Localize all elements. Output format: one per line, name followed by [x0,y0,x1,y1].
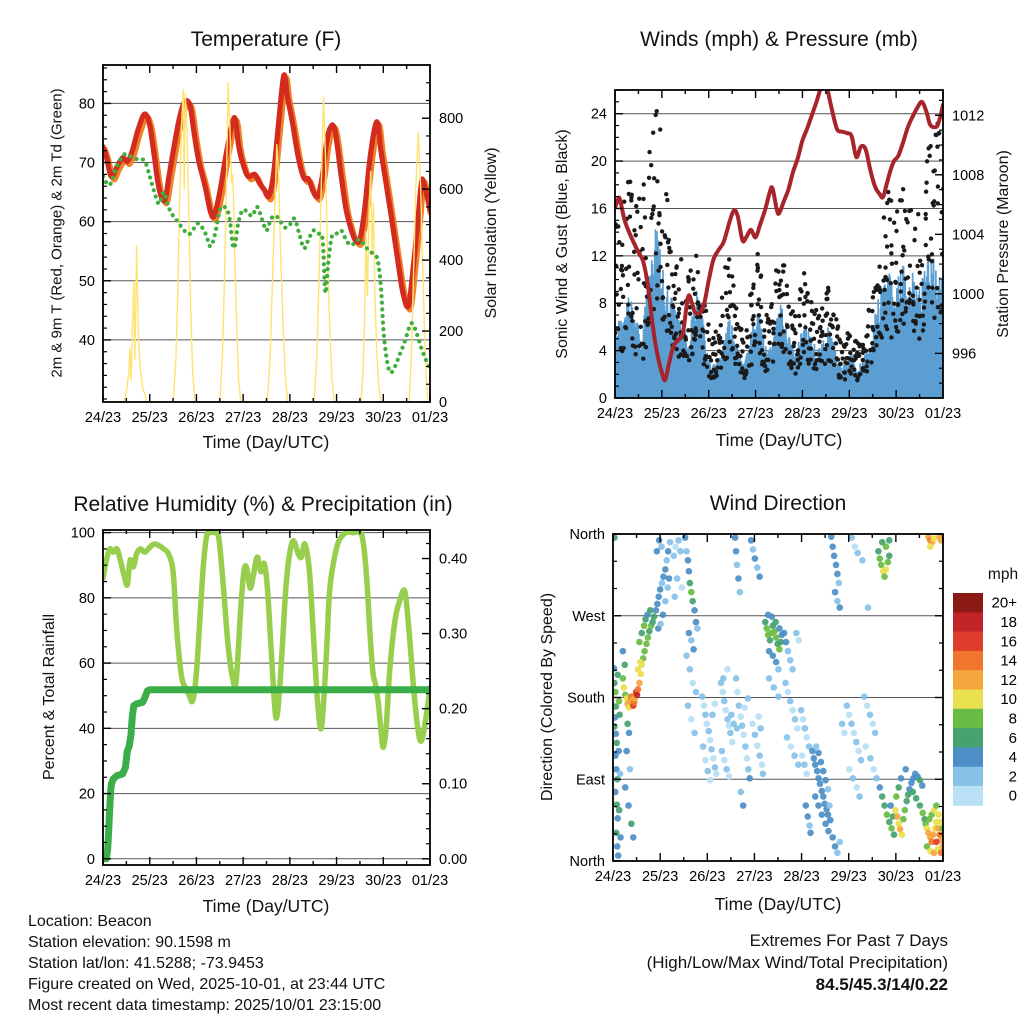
svg-text:28/23: 28/23 [271,410,309,426]
recent-data-timestamp: Most recent data timestamp: 2025/10/01 23:15:00 [28,997,382,1014]
svg-text:16: 16 [590,201,607,218]
svg-text:28/23: 28/23 [271,873,309,889]
svg-text:0: 0 [86,851,95,868]
svg-text:01/23: 01/23 [924,869,962,885]
svg-text:0.10: 0.10 [439,776,468,793]
svg-text:1000: 1000 [952,286,985,303]
svg-text:25/23: 25/23 [131,410,168,426]
wind-y-axis-label: Sonic Wind & Gust (Blue, Black) [554,129,571,359]
svg-text:01/23: 01/23 [411,873,449,889]
svg-text:10: 10 [1000,691,1017,709]
svg-text:996: 996 [952,346,977,363]
station-location: Location: Beacon [28,913,152,930]
svg-text:East: East [575,772,605,789]
direction-y-axis-label: Direction (Colored By Speed) [539,592,556,802]
svg-text:20: 20 [78,786,95,803]
svg-text:18: 18 [1000,613,1017,631]
svg-text:12: 12 [1000,671,1017,689]
svg-text:70: 70 [78,155,95,172]
svg-text:27/23: 27/23 [737,406,774,422]
svg-text:800: 800 [439,111,464,128]
svg-text:4: 4 [598,343,607,360]
svg-text:400: 400 [439,253,464,270]
svg-text:28/23: 28/23 [783,869,820,885]
svg-text:16: 16 [1000,633,1017,651]
svg-text:30/23: 30/23 [365,410,402,426]
svg-text:29/23: 29/23 [831,406,868,422]
extremes-subtitle: (High/Low/Max Wind/Total Precipitation) [646,953,948,972]
svg-text:North: North [569,854,605,870]
svg-text:1008: 1008 [952,167,985,184]
svg-text:27/23: 27/23 [736,869,773,885]
wind-direction-chart-title: Wind Direction [709,492,847,515]
extremes-values: 84.5/45.3/14/0.22 [815,975,948,994]
svg-text:28/23: 28/23 [784,406,821,422]
svg-text:20+: 20+ [991,594,1017,612]
svg-text:29/23: 29/23 [830,869,867,885]
svg-text:50: 50 [78,273,95,290]
svg-text:30/23: 30/23 [365,873,402,889]
svg-text:1012: 1012 [952,108,985,125]
svg-text:0.30: 0.30 [439,626,468,643]
svg-text:26/23: 26/23 [178,410,215,426]
svg-text:1004: 1004 [952,227,985,244]
svg-text:14: 14 [1000,652,1017,670]
winds-x-axis-label: Time (Day/UTC) [715,430,843,450]
svg-text:West: West [572,608,605,625]
extremes-title: Extremes For Past 7 Days [749,931,948,950]
svg-text:600: 600 [439,182,464,199]
svg-text:80: 80 [78,96,95,113]
station-latlon: Station lat/lon: 41.5288; -73.9453 [28,955,264,972]
svg-text:80: 80 [78,590,95,607]
svg-text:0: 0 [439,395,448,411]
colorbar-unit-label: mph [987,566,1019,583]
svg-text:0: 0 [1008,787,1017,805]
svg-text:29/23: 29/23 [318,410,355,426]
svg-text:01/23: 01/23 [924,406,962,422]
svg-text:20: 20 [590,154,607,171]
svg-text:0.20: 0.20 [439,701,468,718]
station-elevation: Station elevation: 90.1598 m [28,934,231,951]
svg-text:25/23: 25/23 [641,869,679,885]
humidity-y-axis-label: Percent & Total Rainfall [41,613,58,781]
svg-text:4: 4 [1008,749,1017,767]
svg-text:24/23: 24/23 [84,410,122,426]
svg-text:40: 40 [78,332,95,349]
svg-text:25/23: 25/23 [643,406,681,422]
svg-text:30/23: 30/23 [877,406,915,422]
svg-text:0: 0 [598,391,607,407]
svg-text:8: 8 [1008,710,1017,728]
svg-text:2: 2 [1008,768,1017,786]
svg-text:8: 8 [598,296,607,313]
direction-x-axis-label: Time (Day/UTC) [714,894,842,914]
temp-y-axis-label: 2m & 9m T (Red, Orange) & 2m Td (Green) [48,88,66,378]
svg-text:30/23: 30/23 [877,869,915,885]
figure-created-timestamp: Figure created on Wed, 2025-10-01, at 23:44 UTC [28,976,386,993]
svg-text:0.00: 0.00 [439,851,468,868]
svg-text:60: 60 [78,214,95,231]
svg-text:26/23: 26/23 [178,873,215,889]
extremes-block [647,930,948,996]
svg-text:26/23: 26/23 [689,869,726,885]
svg-text:100: 100 [70,525,95,542]
svg-text:200: 200 [439,324,464,341]
svg-text:25/23: 25/23 [131,873,168,889]
svg-text:27/23: 27/23 [224,410,262,426]
svg-text:South: South [567,690,605,707]
humidity-precip-chart-title: Relative Humidity (%) & Precipitation (in) [73,493,453,516]
humidity-x-axis-label: Time (Day/UTC) [202,896,330,916]
svg-text:0.40: 0.40 [439,551,468,568]
svg-text:29/23: 29/23 [318,873,355,889]
svg-text:12: 12 [590,248,607,265]
solar-y-axis-label: Solar Insolation (Yellow) [483,147,500,319]
svg-text:26/23: 26/23 [690,406,727,422]
svg-text:24: 24 [590,106,607,123]
station-info-block [28,911,385,1016]
svg-text:40: 40 [78,721,95,738]
svg-text:24/23: 24/23 [84,873,122,889]
svg-text:24/23: 24/23 [596,406,634,422]
pressure-y-axis-label: Station Pressure (Maroon) [995,150,1012,338]
temperature-chart-title: Temperature (F) [190,28,342,51]
temp-x-axis-label: Time (Day/UTC) [202,432,330,452]
svg-text:24/23: 24/23 [594,869,632,885]
svg-text:27/23: 27/23 [224,873,262,889]
svg-text:60: 60 [78,656,95,673]
winds-pressure-chart-title: Winds (mph) & Pressure (mb) [640,28,918,51]
svg-text:6: 6 [1008,729,1017,747]
svg-text:North: North [569,527,605,543]
svg-text:01/23: 01/23 [411,410,449,426]
